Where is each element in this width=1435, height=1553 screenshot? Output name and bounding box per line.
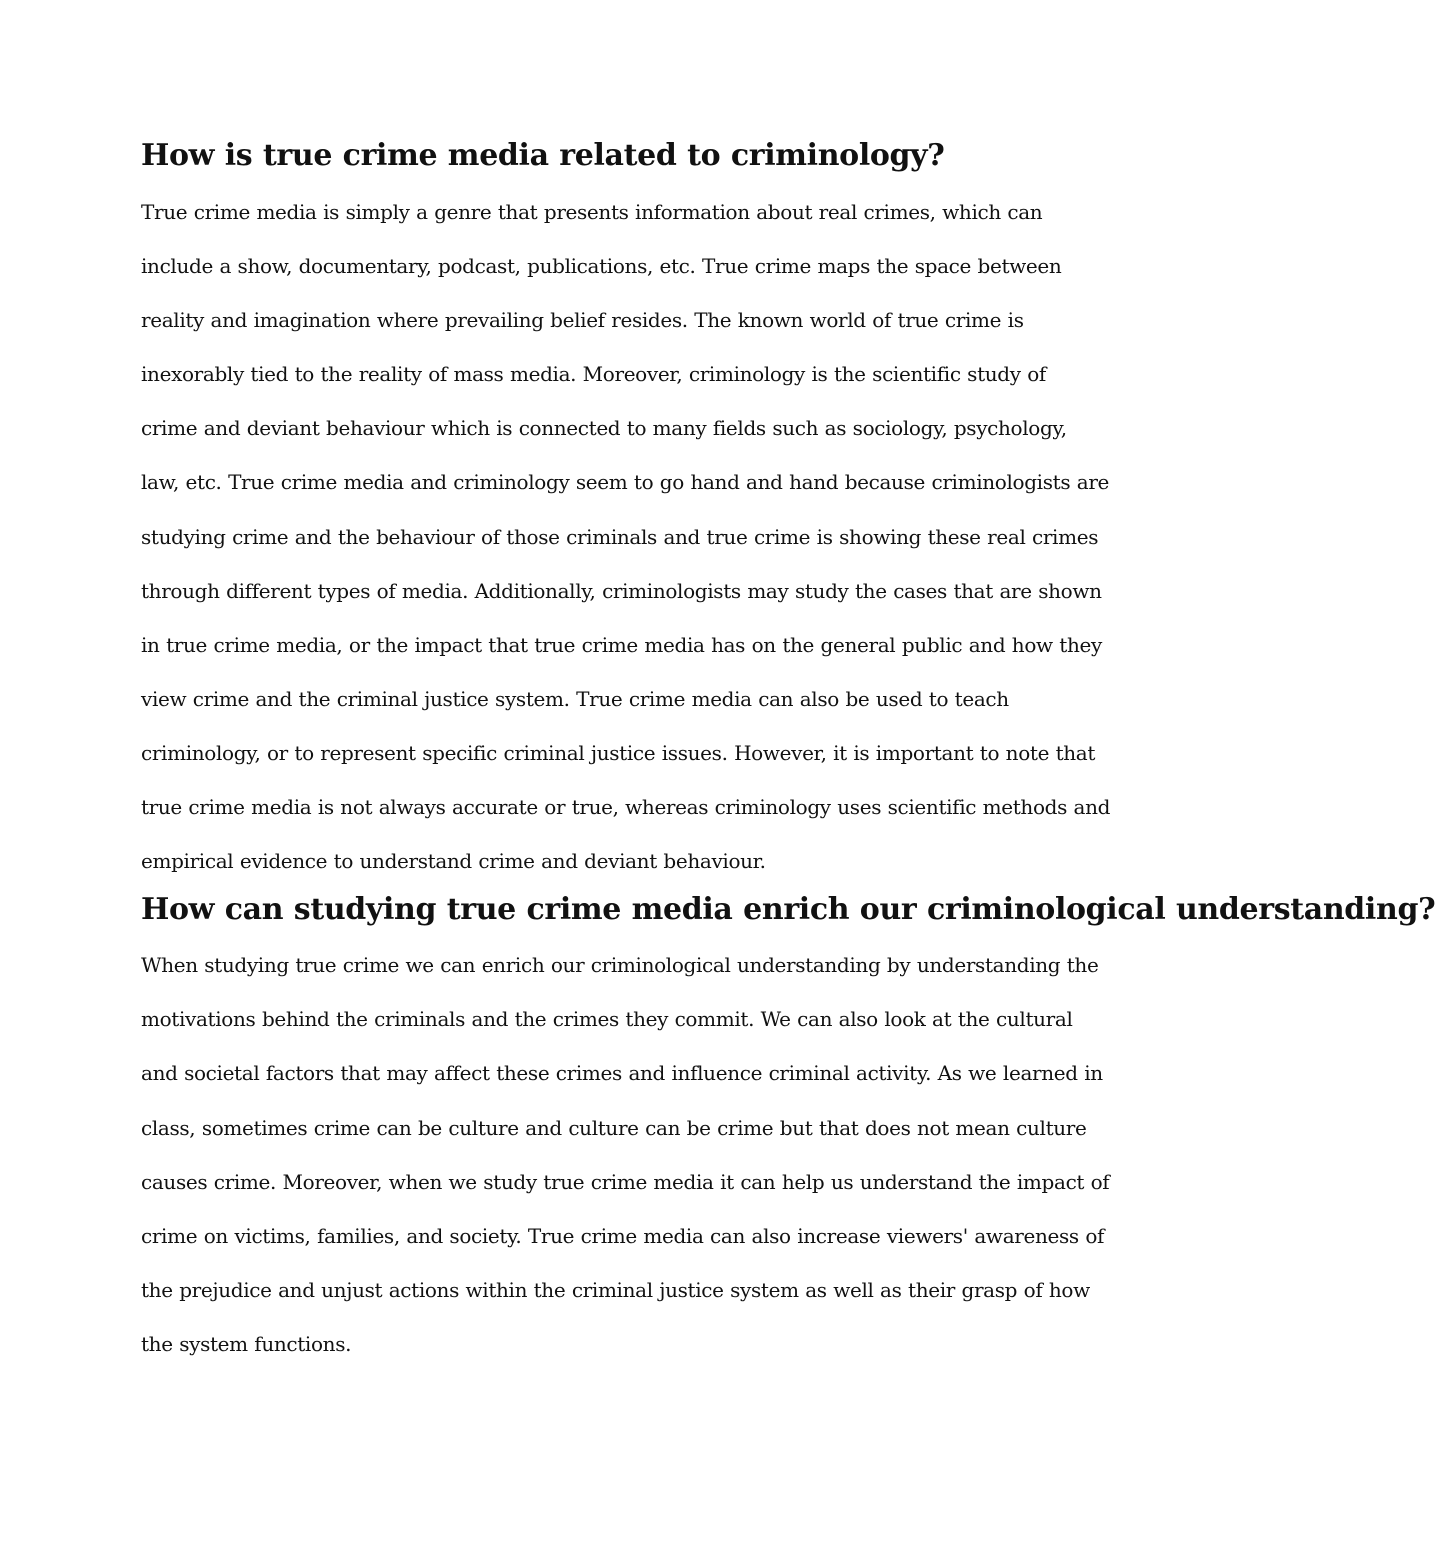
paragraph-line: True crime media is simply a genre that presents information about real crimes, which can [141, 200, 1043, 224]
paragraph-line: through different types of media. Additionally, criminologists may study the cases that are shown [141, 578, 1102, 603]
paragraph-line: motivations behind the criminals and the crimes they commit. We can also look at the cultural [141, 1007, 1073, 1032]
paragraph-line: When studying true crime we can enrich our criminological understanding by understanding the [141, 953, 1099, 978]
paragraph-line: the prejudice and unjust actions within the criminal justice system as well as their grasp of how [141, 1277, 1090, 1302]
paragraph-line: law, etc. True crime media and criminology seem to go hand and hand because criminologists are [141, 470, 1110, 495]
paragraph-line: inexorably tied to the reality of mass media. Moreover, criminology is the scientific study of [141, 362, 1046, 387]
paragraph-line: class, sometimes crime can be culture and culture can be crime but that does not mean culture [141, 1115, 1087, 1140]
paragraph-line: crime and deviant behaviour which is connected to many fields such as sociology, psychology, [141, 416, 1067, 441]
paragraph-line: criminology, or to represent specific criminal justice issues. However, it is important to note that [141, 740, 1096, 765]
paragraph-line: studying crime and the behaviour of those criminals and true crime is showing these real crimes [141, 524, 1099, 549]
section-heading: How is true crime media related to criminology? [141, 138, 945, 173]
paragraph-line: the system functions. [141, 1331, 352, 1356]
paragraph-line: empirical evidence to understand crime and deviant behaviour. [141, 849, 766, 874]
paragraph-line: crime on victims, families, and society. True crime media can also increase viewers' awareness of [141, 1223, 1105, 1248]
paragraph-line: causes crime. Moreover, when we study true crime media it can help us understand the impact of [141, 1169, 1110, 1194]
paragraph-line: include a show, documentary, podcast, publications, etc. True crime maps the space between [141, 254, 1062, 279]
paragraph-line: view crime and the criminal justice system. True crime media can also be used to teach [141, 686, 1009, 711]
document-body [141, 136, 1435, 1371]
paragraph-line: true crime media is not always accurate or true, whereas criminology uses scientific methods and [141, 795, 1111, 820]
paragraph-line: in true crime media, or the impact that true crime media has on the general public and how they [141, 632, 1102, 657]
paragraph-line: reality and imagination where prevailing belief resides. The known world of true crime is [141, 308, 1024, 333]
section-heading: How can studying true crime media enrich our criminological understanding? [141, 892, 1435, 928]
paragraph-line: and societal factors that may affect these crimes and influence criminal activity. As we learned in [141, 1061, 1103, 1086]
section-paragraph [141, 185, 1111, 888]
section-paragraph [141, 938, 1110, 1371]
